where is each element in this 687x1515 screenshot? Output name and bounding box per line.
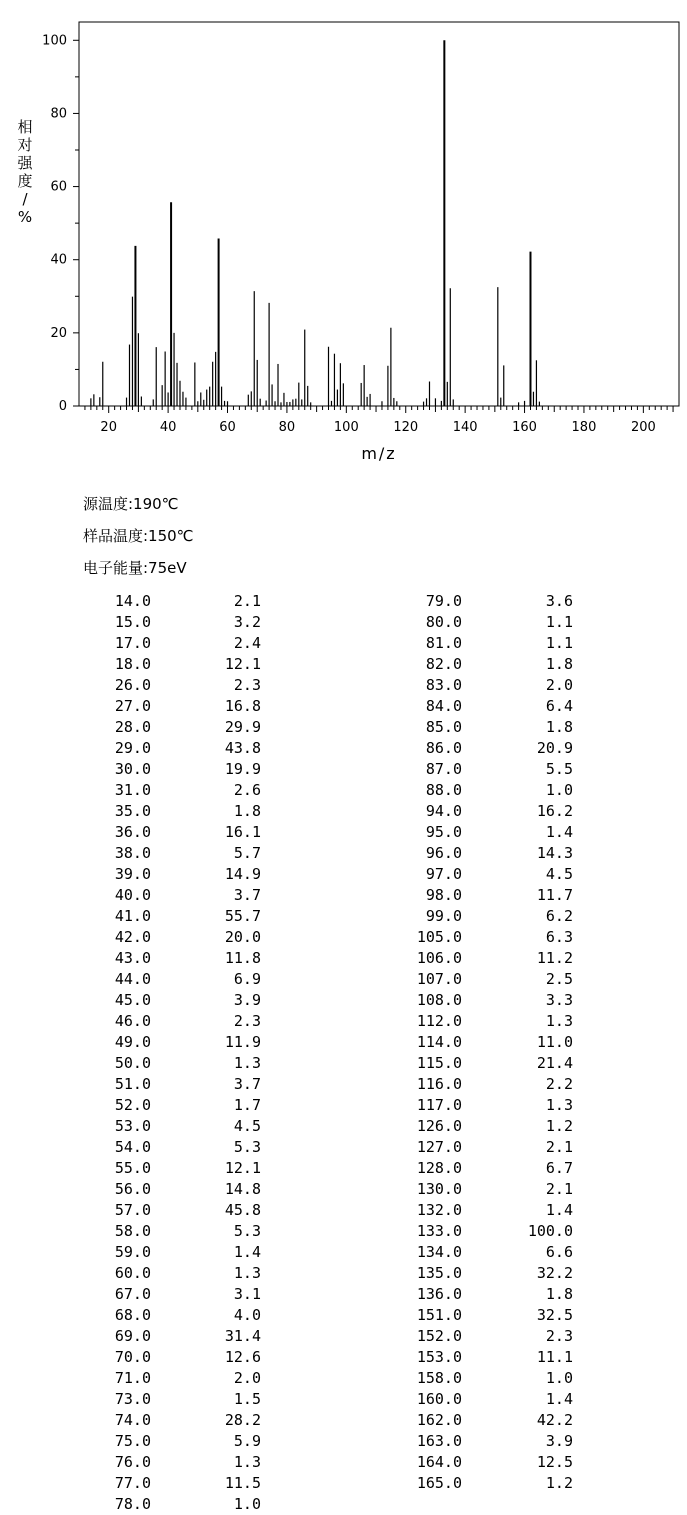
table-row xyxy=(0,990,687,1011)
intensity-value: 5.3 xyxy=(233,1138,261,1156)
mz-value: 165.0 xyxy=(416,1474,462,1492)
mz-value: 43.0 xyxy=(114,949,151,967)
intensity-value: 1.3 xyxy=(233,1264,261,1282)
mz-value: 108.0 xyxy=(416,991,462,1009)
intensity-value: 42.2 xyxy=(536,1411,573,1429)
intensity-value: 1.0 xyxy=(233,1495,261,1513)
mz-value: 107.0 xyxy=(416,970,462,988)
intensity-value: 2.1 xyxy=(545,1180,573,1198)
table-row xyxy=(0,1158,687,1179)
intensity-value: 3.7 xyxy=(233,1075,261,1093)
intensity-value: 2.0 xyxy=(233,1369,261,1387)
intensity-value: 1.8 xyxy=(545,655,573,673)
x-tick-label: 200 xyxy=(630,420,656,435)
y-tick-label: 40 xyxy=(50,252,67,268)
mz-value: 115.0 xyxy=(416,1054,462,1072)
mz-value: 78.0 xyxy=(114,1495,151,1513)
table-row xyxy=(0,1263,687,1284)
intensity-value: 29.9 xyxy=(224,718,261,736)
mz-value: 77.0 xyxy=(114,1474,151,1492)
intensity-value: 16.1 xyxy=(224,823,261,841)
intensity-value: 2.1 xyxy=(545,1138,573,1156)
table-row xyxy=(0,1326,687,1347)
intensity-value: 12.5 xyxy=(536,1453,573,1471)
mz-value: 46.0 xyxy=(114,1012,151,1030)
mz-value: 31.0 xyxy=(114,781,151,799)
mz-value: 135.0 xyxy=(416,1264,462,1282)
table-row xyxy=(0,738,687,759)
intensity-value: 1.3 xyxy=(545,1096,573,1114)
intensity-value: 3.3 xyxy=(545,991,573,1009)
table-row xyxy=(0,1116,687,1137)
table-row xyxy=(0,1284,687,1305)
mz-value: 95.0 xyxy=(425,823,462,841)
x-tick-label: 160 xyxy=(512,420,537,435)
intensity-value: 14.3 xyxy=(536,844,573,862)
table-row xyxy=(0,1494,687,1515)
intensity-value: 1.2 xyxy=(545,1474,573,1492)
intensity-value: 5.7 xyxy=(233,844,261,862)
electron-energy: 电子能量:75eV xyxy=(83,559,187,577)
mz-value: 79.0 xyxy=(425,592,462,610)
intensity-value: 5.3 xyxy=(233,1222,261,1240)
intensity-value: 11.9 xyxy=(224,1033,261,1051)
intensity-value: 11.5 xyxy=(224,1474,261,1492)
table-row xyxy=(0,906,687,927)
x-tick-label: 40 xyxy=(159,420,177,435)
intensity-value: 6.9 xyxy=(233,970,261,988)
intensity-value: 32.2 xyxy=(536,1264,573,1282)
intensity-value: 11.7 xyxy=(536,886,573,904)
mz-value: 117.0 xyxy=(416,1096,462,1114)
intensity-value: 4.5 xyxy=(545,865,573,883)
intensity-value: 1.5 xyxy=(233,1390,261,1408)
mz-value: 67.0 xyxy=(114,1285,151,1303)
table-row xyxy=(0,822,687,843)
table-row xyxy=(0,675,687,696)
table-row xyxy=(0,633,687,654)
table-row xyxy=(0,1389,687,1410)
mz-value: 160.0 xyxy=(416,1390,462,1408)
table-row xyxy=(0,1221,687,1242)
mz-value: 112.0 xyxy=(416,1012,462,1030)
intensity-value: 19.9 xyxy=(224,760,261,778)
intensity-value: 2.3 xyxy=(233,676,261,694)
intensity-value: 2.3 xyxy=(545,1327,573,1345)
mz-value: 51.0 xyxy=(114,1075,151,1093)
y-axis-label-char: % xyxy=(17,208,33,226)
mz-value: 45.0 xyxy=(114,991,151,1009)
y-axis-ticks xyxy=(42,33,79,414)
mz-value: 99.0 xyxy=(425,907,462,925)
table-row xyxy=(0,969,687,990)
sample-temperature: 样品温度:150℃ xyxy=(83,527,194,545)
intensity-value: 2.2 xyxy=(545,1075,573,1093)
table-row xyxy=(0,1137,687,1158)
mz-value: 98.0 xyxy=(425,886,462,904)
mz-value: 87.0 xyxy=(425,760,462,778)
mz-value: 85.0 xyxy=(425,718,462,736)
mz-value: 70.0 xyxy=(114,1348,151,1366)
intensity-value: 6.7 xyxy=(545,1159,573,1177)
mz-value: 96.0 xyxy=(425,844,462,862)
table-row xyxy=(0,1095,687,1116)
mz-value: 73.0 xyxy=(114,1390,151,1408)
intensity-value: 5.9 xyxy=(233,1432,261,1450)
mz-value: 83.0 xyxy=(425,676,462,694)
x-axis-label: m/z xyxy=(361,444,397,463)
x-axis-ticks xyxy=(85,406,673,435)
intensity-value: 3.6 xyxy=(545,592,573,610)
intensity-value: 43.8 xyxy=(224,739,261,757)
intensity-value: 32.5 xyxy=(536,1306,573,1324)
intensity-value: 1.4 xyxy=(545,1390,573,1408)
intensity-value: 2.0 xyxy=(545,676,573,694)
table-row xyxy=(0,1473,687,1494)
intensity-value: 6.6 xyxy=(545,1243,573,1261)
mz-value: 106.0 xyxy=(416,949,462,967)
intensity-value: 3.7 xyxy=(233,886,261,904)
intensity-value: 1.3 xyxy=(233,1453,261,1471)
table-row xyxy=(0,1032,687,1053)
table-row xyxy=(0,1305,687,1326)
mz-value: 71.0 xyxy=(114,1369,151,1387)
x-tick-label: 20 xyxy=(100,420,117,435)
intensity-value: 6.2 xyxy=(545,907,573,925)
mz-value: 59.0 xyxy=(114,1243,151,1261)
mz-value: 41.0 xyxy=(114,907,151,925)
intensity-value: 3.2 xyxy=(233,613,261,631)
intensity-value: 14.8 xyxy=(224,1180,261,1198)
intensity-value: 31.4 xyxy=(224,1327,261,1345)
intensity-value: 4.0 xyxy=(233,1306,261,1324)
y-tick-label: 60 xyxy=(50,179,67,195)
mz-value: 152.0 xyxy=(416,1327,462,1345)
mz-value: 130.0 xyxy=(416,1180,462,1198)
mz-value: 53.0 xyxy=(114,1117,151,1135)
mz-value: 36.0 xyxy=(114,823,151,841)
mz-value: 153.0 xyxy=(416,1348,462,1366)
intensity-value: 12.6 xyxy=(224,1348,261,1366)
intensity-value: 2.3 xyxy=(233,1012,261,1030)
intensity-value: 2.1 xyxy=(233,592,261,610)
intensity-value: 3.1 xyxy=(233,1285,261,1303)
intensity-value: 1.4 xyxy=(545,1201,573,1219)
mz-value: 42.0 xyxy=(114,928,151,946)
intensity-value: 1.3 xyxy=(233,1054,261,1072)
mz-value: 29.0 xyxy=(114,739,151,757)
y-tick-label: 100 xyxy=(42,33,67,49)
mz-value: 58.0 xyxy=(114,1222,151,1240)
intensity-value: 12.1 xyxy=(224,655,261,673)
mz-value: 163.0 xyxy=(416,1432,462,1450)
mz-value: 27.0 xyxy=(114,697,151,715)
intensity-value: 100.0 xyxy=(527,1222,573,1240)
y-tick-label: 0 xyxy=(58,399,67,414)
mz-value: 30.0 xyxy=(114,760,151,778)
table-row xyxy=(0,948,687,969)
intensity-value: 1.4 xyxy=(545,823,573,841)
table-row xyxy=(0,1179,687,1200)
mz-value: 54.0 xyxy=(114,1138,151,1156)
table-row xyxy=(0,780,687,801)
mz-value: 15.0 xyxy=(114,613,151,631)
intensity-value: 11.8 xyxy=(224,949,261,967)
table-row xyxy=(0,864,687,885)
intensity-value: 2.4 xyxy=(233,634,261,652)
x-tick-label: 60 xyxy=(219,420,236,435)
intensity-value: 3.9 xyxy=(545,1432,573,1450)
intensity-value: 55.7 xyxy=(224,907,261,925)
mz-value: 26.0 xyxy=(114,676,151,694)
table-row xyxy=(0,885,687,906)
mass-spectrum-chart xyxy=(0,0,687,470)
table-row xyxy=(0,1452,687,1473)
intensity-value: 6.4 xyxy=(545,697,573,715)
intensity-value: 3.9 xyxy=(233,991,261,1009)
intensity-value: 1.0 xyxy=(545,781,573,799)
intensity-value: 1.7 xyxy=(233,1096,261,1114)
intensity-value: 11.0 xyxy=(536,1033,573,1051)
mz-value: 136.0 xyxy=(416,1285,462,1303)
table-row xyxy=(0,1200,687,1221)
table-row xyxy=(0,843,687,864)
mz-value: 52.0 xyxy=(114,1096,151,1114)
y-tick-label: 20 xyxy=(50,325,67,341)
table-row xyxy=(0,1431,687,1452)
mz-value: 35.0 xyxy=(114,802,151,820)
intensity-value: 16.2 xyxy=(536,802,573,820)
y-axis-label-char: 相 xyxy=(17,118,33,136)
mz-value: 60.0 xyxy=(114,1264,151,1282)
mz-value: 105.0 xyxy=(416,928,462,946)
table-row xyxy=(0,1242,687,1263)
mz-value: 38.0 xyxy=(114,844,151,862)
intensity-value: 20.0 xyxy=(224,928,261,946)
mz-value: 114.0 xyxy=(416,1033,462,1051)
intensity-value: 2.5 xyxy=(545,970,573,988)
mz-value: 50.0 xyxy=(114,1054,151,1072)
x-tick-label: 80 xyxy=(278,420,296,435)
mz-value: 14.0 xyxy=(114,592,151,610)
intensity-value: 11.1 xyxy=(536,1348,573,1366)
intensity-value: 28.2 xyxy=(224,1411,261,1429)
intensity-value: 1.3 xyxy=(545,1012,573,1030)
intensity-value: 4.5 xyxy=(233,1117,261,1135)
intensity-value: 5.5 xyxy=(545,760,573,778)
mz-value: 151.0 xyxy=(416,1306,462,1324)
mz-value: 164.0 xyxy=(416,1453,462,1471)
plot-frame xyxy=(79,22,679,406)
intensity-value: 20.9 xyxy=(536,739,573,757)
table-row xyxy=(0,654,687,675)
mz-value: 74.0 xyxy=(114,1411,151,1429)
mz-value: 75.0 xyxy=(114,1432,151,1450)
intensity-value: 11.2 xyxy=(536,949,573,967)
intensity-value: 1.8 xyxy=(545,718,573,736)
mz-value: 49.0 xyxy=(114,1033,151,1051)
mz-value: 68.0 xyxy=(114,1306,151,1324)
table-row xyxy=(0,696,687,717)
mz-value: 44.0 xyxy=(114,970,151,988)
mz-value: 134.0 xyxy=(416,1243,462,1261)
table-row xyxy=(0,927,687,948)
intensity-value: 1.1 xyxy=(545,634,573,652)
y-tick-label: 80 xyxy=(50,106,67,122)
intensity-value: 12.1 xyxy=(224,1159,261,1177)
intensity-value: 1.2 xyxy=(545,1117,573,1135)
x-tick-label: 180 xyxy=(571,420,597,435)
mz-value: 28.0 xyxy=(114,718,151,736)
table-row xyxy=(0,612,687,633)
y-axis-label-char: 对 xyxy=(17,136,33,154)
mz-value: 94.0 xyxy=(425,802,462,820)
x-tick-label: 140 xyxy=(452,420,478,435)
mz-value: 82.0 xyxy=(425,655,462,673)
x-tick-label: 120 xyxy=(393,420,419,435)
mz-value: 69.0 xyxy=(114,1327,151,1345)
table-row xyxy=(0,801,687,822)
table-row xyxy=(0,1053,687,1074)
mz-value: 57.0 xyxy=(114,1201,151,1219)
intensity-value: 1.0 xyxy=(545,1369,573,1387)
intensity-value: 1.4 xyxy=(233,1243,261,1261)
mz-value: 97.0 xyxy=(425,865,462,883)
mz-value: 127.0 xyxy=(416,1138,462,1156)
mz-value: 55.0 xyxy=(114,1159,151,1177)
mz-value: 88.0 xyxy=(425,781,462,799)
mz-value: 76.0 xyxy=(114,1453,151,1471)
table-row xyxy=(0,1368,687,1389)
table-row xyxy=(0,1347,687,1368)
intensity-value: 6.3 xyxy=(545,928,573,946)
y-axis-label-char: / xyxy=(22,190,28,208)
mz-value: 40.0 xyxy=(114,886,151,904)
intensity-value: 21.4 xyxy=(536,1054,573,1072)
mz-value: 18.0 xyxy=(114,655,151,673)
table-row xyxy=(0,759,687,780)
table-row xyxy=(0,717,687,738)
y-axis-label-char: 度 xyxy=(17,172,33,190)
mz-value: 81.0 xyxy=(425,634,462,652)
y-axis-label-char: 强 xyxy=(17,154,33,172)
mz-value: 86.0 xyxy=(425,739,462,757)
mz-value: 80.0 xyxy=(425,613,462,631)
mz-value: 84.0 xyxy=(425,697,462,715)
mz-value: 132.0 xyxy=(416,1201,462,1219)
peak-bars xyxy=(91,40,540,406)
mz-value: 128.0 xyxy=(416,1159,462,1177)
table-row xyxy=(0,1410,687,1431)
table-row xyxy=(0,591,687,612)
intensity-value: 2.6 xyxy=(233,781,261,799)
mz-value: 133.0 xyxy=(416,1222,462,1240)
intensity-value: 1.8 xyxy=(233,802,261,820)
mz-value: 126.0 xyxy=(416,1117,462,1135)
mz-value: 116.0 xyxy=(416,1075,462,1093)
mz-value: 158.0 xyxy=(416,1369,462,1387)
intensity-value: 14.9 xyxy=(224,865,261,883)
mz-value: 162.0 xyxy=(416,1411,462,1429)
table-row xyxy=(0,1074,687,1095)
intensity-value: 16.8 xyxy=(224,697,261,715)
x-tick-label: 100 xyxy=(333,420,359,435)
intensity-value: 45.8 xyxy=(224,1201,261,1219)
source-temperature: 源温度:190℃ xyxy=(83,495,179,513)
mz-value: 39.0 xyxy=(114,865,151,883)
mz-value: 56.0 xyxy=(114,1180,151,1198)
y-axis-label xyxy=(17,118,33,226)
table-row xyxy=(0,1011,687,1032)
intensity-value: 1.8 xyxy=(545,1285,573,1303)
intensity-value: 1.1 xyxy=(545,613,573,631)
mz-value: 17.0 xyxy=(114,634,151,652)
